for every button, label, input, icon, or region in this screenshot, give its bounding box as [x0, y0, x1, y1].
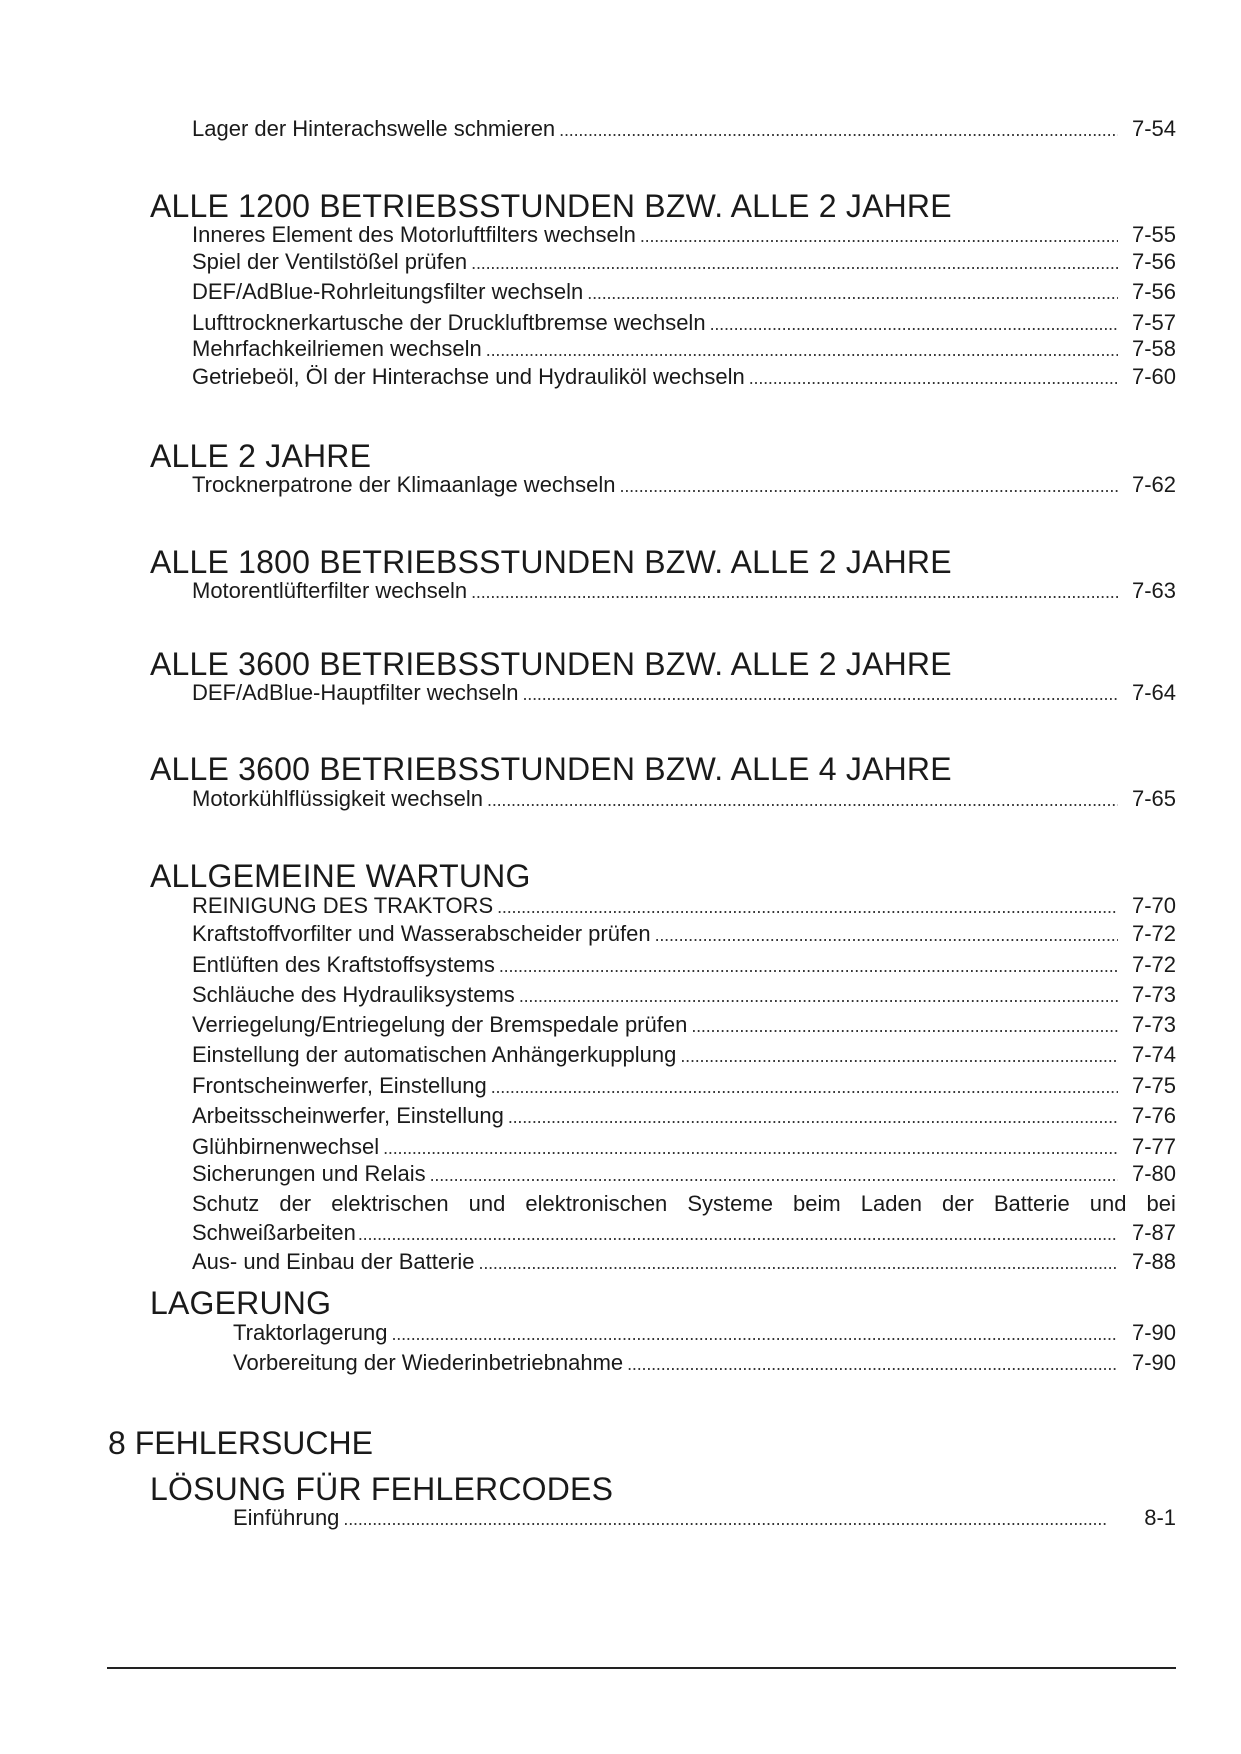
- dot-leader: [499, 953, 1118, 979]
- toc-entry[interactable]: [192, 222, 1176, 248]
- toc-entry-title: Lager der Hinterachswelle schmieren: [192, 116, 556, 141]
- toc-entry-page: 7-72: [1131, 952, 1176, 977]
- toc-entry-title: DEF/AdBlue-Rohrleitungsfilter wechseln: [192, 279, 584, 304]
- toc-entry-page: 7-56: [1131, 279, 1176, 304]
- dot-leader: [680, 1043, 1118, 1069]
- chapter-title: 8 FEHLERSUCHE: [108, 1425, 373, 1461]
- word: der: [942, 1191, 974, 1216]
- dot-leader: [471, 579, 1118, 605]
- toc-entry-title: Mehrfachkeilriemen wechseln: [192, 336, 482, 361]
- dot-leader: [522, 681, 1118, 707]
- toc-entry-page: 7-55: [1131, 222, 1176, 247]
- wrapped-entry-line2: [192, 1218, 1176, 1249]
- toc-entry-page: 7-58: [1131, 336, 1176, 361]
- dot-leader: [471, 250, 1118, 276]
- toc-entry-page: 7-88: [1131, 1249, 1176, 1274]
- toc-entry[interactable]: [233, 1350, 1176, 1376]
- toc-entry-title: Inneres Element des Motorluftfilters wechseln: [192, 222, 636, 247]
- footer-rule: [107, 1667, 1176, 1669]
- toc-entry-wrapped[interactable]: [192, 1189, 1176, 1249]
- section-heading: ALLE 2 JAHRE: [150, 438, 372, 474]
- dot-leader: [655, 922, 1118, 948]
- toc-entry-page: 7-73: [1131, 1012, 1176, 1037]
- toc-entry-title: Lufttrocknerkartusche der Druckluftbremse wechseln: [192, 310, 706, 335]
- word: elektrischen: [331, 1191, 449, 1216]
- toc-entry[interactable]: [192, 1103, 1176, 1129]
- toc-entry-page: 7-76: [1131, 1103, 1176, 1128]
- toc-entry-title: Aus- und Einbau der Batterie: [192, 1249, 475, 1274]
- section-heading: LAGERUNG: [150, 1285, 332, 1321]
- toc-entry-page: 7-74: [1131, 1042, 1176, 1067]
- word: Systeme: [687, 1191, 773, 1216]
- toc-entry-title: Motorentlüfterfilter wechseln: [192, 578, 468, 603]
- toc-entry-title: Frontscheinwerfer, Einstellung: [192, 1073, 487, 1098]
- dot-leader: [486, 337, 1118, 363]
- toc-entry[interactable]: [192, 1161, 1176, 1187]
- toc-entry-page: 7-80: [1131, 1161, 1176, 1186]
- word: bei: [1146, 1191, 1176, 1216]
- toc-entry-page: 7-65: [1131, 786, 1176, 811]
- toc-entry[interactable]: [192, 1134, 1176, 1160]
- toc-entry[interactable]: [192, 1042, 1176, 1068]
- toc-entry[interactable]: [192, 249, 1176, 275]
- toc-entry-title: Schweißarbeiten: [192, 1220, 356, 1245]
- dot-leader: [559, 117, 1118, 143]
- toc-entry-title: Motorkühlflüssigkeit wechseln: [192, 786, 484, 811]
- toc-entry[interactable]: [192, 336, 1176, 362]
- toc-entry-title: Traktorlagerung: [233, 1320, 388, 1345]
- toc-entry[interactable]: [192, 310, 1176, 336]
- dot-leader: [343, 1506, 1118, 1532]
- dot-leader: [508, 1104, 1118, 1130]
- word: Batterie: [993, 1191, 1070, 1216]
- toc-entry-page: 8-1: [1144, 1505, 1176, 1530]
- toc-entry[interactable]: [192, 921, 1176, 947]
- word: und: [1089, 1191, 1127, 1216]
- toc-entry-title: Vorbereitung der Wiederinbetriebnahme: [233, 1350, 624, 1375]
- toc-entry-page: 7-90: [1131, 1320, 1176, 1345]
- word: Schutz: [192, 1191, 260, 1216]
- dot-leader: [749, 365, 1118, 391]
- toc-entry-page: 7-57: [1131, 310, 1176, 335]
- dot-leader: [391, 1321, 1118, 1347]
- toc-entry-title: Einstellung der automatischen Anhängerkupplung: [192, 1042, 677, 1067]
- toc-entry[interactable]: [192, 279, 1176, 305]
- toc-entry-title: Verriegelung/Entriegelung der Bremspedale prüfen: [192, 1012, 688, 1037]
- dot-leader: [691, 1013, 1118, 1039]
- toc-entry-page: 7-75: [1131, 1073, 1176, 1098]
- toc-entry[interactable]: [233, 1320, 1176, 1346]
- toc-entry-page: 7-70: [1131, 893, 1176, 918]
- dot-leader: [383, 1135, 1118, 1161]
- toc-entry-page: 7-63: [1131, 578, 1176, 603]
- toc-entry-title: REINIGUNG DES TRAKTORS: [192, 893, 494, 918]
- toc-entry[interactable]: [192, 680, 1176, 706]
- dot-leader: [587, 280, 1118, 306]
- toc-entry-title: Spiel der Ventilstößel prüfen: [192, 249, 468, 274]
- toc-entry-page: 7-72: [1131, 921, 1176, 946]
- dot-leader: [358, 1220, 1118, 1249]
- toc-entry[interactable]: [192, 982, 1176, 1008]
- toc-entry[interactable]: [192, 472, 1176, 498]
- toc-entry-page: 7-90: [1131, 1350, 1176, 1375]
- section-heading: ALLE 3600 BETRIEBSSTUNDEN BZW. ALLE 4 JAHRE: [150, 751, 952, 787]
- toc-entry[interactable]: [192, 1073, 1176, 1099]
- word: und: [468, 1191, 506, 1216]
- dot-leader: [640, 223, 1118, 249]
- toc-entry[interactable]: [233, 1505, 1176, 1531]
- toc-entry[interactable]: [192, 952, 1176, 978]
- section-heading: ALLE 1800 BETRIEBSSTUNDEN BZW. ALLE 2 JAHRE: [150, 544, 952, 580]
- toc-entry-page: 7-77: [1131, 1134, 1176, 1159]
- word: beim: [793, 1191, 841, 1216]
- toc-entry-title: Arbeitsscheinwerfer, Einstellung: [192, 1103, 504, 1128]
- dot-leader: [627, 1351, 1118, 1377]
- word: der: [279, 1191, 312, 1216]
- toc-entry-page: 7-87: [1131, 1220, 1176, 1245]
- toc-entry-title: Einführung: [233, 1505, 340, 1530]
- toc-entry[interactable]: [192, 1012, 1176, 1038]
- toc-entry-title: Trocknerpatrone der Klimaanlage wechseln: [192, 472, 616, 497]
- toc-entry[interactable]: [192, 1249, 1176, 1275]
- dot-leader: [497, 894, 1118, 920]
- toc-entry[interactable]: [192, 893, 1176, 919]
- section-heading: ALLE 3600 BETRIEBSSTUNDEN BZW. ALLE 2 JAHRE: [150, 646, 952, 682]
- toc-entry-title: Schläuche des Hydrauliksystems: [192, 982, 515, 1007]
- section-heading: ALLE 1200 BETRIEBSSTUNDEN BZW. ALLE 2 JAHRE: [150, 188, 952, 224]
- wrapped-entry-line1: [192, 1189, 1176, 1218]
- section-heading: ALLGEMEINE WARTUNG: [150, 858, 531, 894]
- dot-leader: [620, 473, 1118, 499]
- toc-entry-title: DEF/AdBlue-Hauptfilter wechseln: [192, 680, 519, 705]
- toc-entry[interactable]: [192, 786, 1176, 812]
- toc-entry-page: 7-62: [1131, 472, 1176, 497]
- dot-leader: [491, 1074, 1118, 1100]
- toc-entry[interactable]: [192, 116, 1176, 142]
- section-heading: LÖSUNG FÜR FEHLERCODES: [150, 1471, 614, 1507]
- toc-entry-title: Sicherungen und Relais: [192, 1161, 426, 1186]
- toc-entry-title: Entlüften des Kraftstoffsystems: [192, 952, 495, 977]
- dot-leader: [487, 787, 1118, 813]
- dot-leader: [479, 1250, 1118, 1276]
- word: elektronischen: [525, 1191, 668, 1216]
- toc-entry-title: Glühbirnenwechsel: [192, 1134, 380, 1159]
- toc-entry-title: Kraftstoffvorfilter und Wasserabscheider prüfen: [192, 921, 651, 946]
- dot-leader: [430, 1162, 1118, 1188]
- toc-entry-page: 7-73: [1131, 982, 1176, 1007]
- toc-entry-page: 7-56: [1131, 249, 1176, 274]
- toc-entry-title: Getriebeöl, Öl der Hinterachse und Hydrauliköl wechseln: [192, 364, 745, 389]
- toc-entry[interactable]: [192, 364, 1176, 390]
- toc-entry-page: 7-60: [1131, 364, 1176, 389]
- toc-entry[interactable]: [192, 578, 1176, 604]
- toc-entry-page: 7-54: [1131, 116, 1176, 141]
- toc-entry-page: 7-64: [1131, 680, 1176, 705]
- word: Laden: [860, 1191, 922, 1216]
- dot-leader: [710, 311, 1118, 337]
- dot-leader: [519, 983, 1118, 1009]
